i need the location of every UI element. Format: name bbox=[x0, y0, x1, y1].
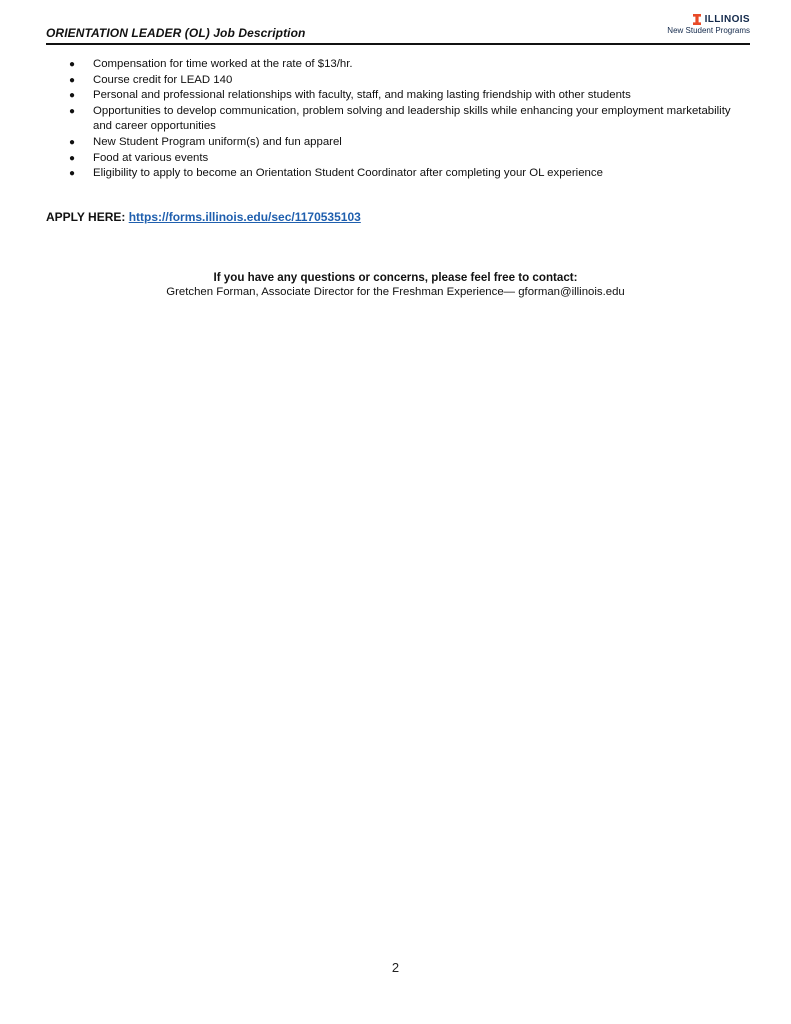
bullet-icon: ● bbox=[69, 152, 76, 164]
list-item bbox=[46, 151, 746, 167]
contact-details: Gretchen Forman, Associate Director for the Freshman Experience— gforman@illinois.edu bbox=[166, 286, 625, 298]
bullet-icon: ● bbox=[69, 136, 76, 148]
apply-label: APPLY HERE: bbox=[46, 210, 126, 224]
list-item-text: Course credit for LEAD 140 bbox=[93, 73, 233, 86]
contact-section bbox=[0, 270, 791, 300]
benefits-list bbox=[46, 57, 746, 182]
logo-subtitle: New Student Programs bbox=[667, 26, 750, 35]
block-i-logo-icon bbox=[693, 14, 701, 25]
logo-wordmark: ILLINOIS bbox=[704, 14, 750, 25]
list-item bbox=[46, 57, 746, 73]
apply-section bbox=[46, 210, 361, 224]
list-item bbox=[46, 73, 746, 89]
document-title: ORIENTATION LEADER (OL) Job Description bbox=[46, 26, 306, 40]
list-item-text: Personal and professional relationships with faculty, staff, and making lasting friendship with other students bbox=[93, 89, 631, 102]
page-header bbox=[46, 14, 750, 44]
list-item bbox=[46, 135, 746, 151]
header-divider bbox=[46, 43, 750, 45]
list-item-text: Food at various events bbox=[93, 151, 209, 164]
illinois-logo bbox=[667, 14, 750, 35]
bullet-icon: ● bbox=[69, 90, 76, 102]
list-item bbox=[46, 88, 746, 104]
list-item-text: Opportunities to develop communication, problem solving and leadership skills while enhancing your employment marketability and career opportunities bbox=[93, 104, 731, 133]
list-item bbox=[46, 166, 746, 182]
bullet-icon: ● bbox=[69, 74, 76, 86]
bullet-icon: ● bbox=[69, 59, 76, 70]
bullet-icon: ● bbox=[69, 105, 76, 117]
list-item-text: Eligibility to apply to become an Orientation Student Coordinator after completing your OL experience bbox=[93, 167, 603, 180]
apply-link[interactable]: https://forms.illinois.edu/sec/1170535103 bbox=[128, 210, 361, 224]
list-item-text: New Student Program uniform(s) and fun apparel bbox=[93, 135, 342, 148]
list-item bbox=[46, 104, 746, 135]
bullet-icon: ● bbox=[69, 168, 76, 180]
list-item-text: Compensation for time worked at the rate of $13/hr. bbox=[93, 58, 353, 70]
page-number: 2 bbox=[391, 960, 400, 975]
contact-heading: If you have any questions or concerns, please feel free to contact: bbox=[213, 271, 578, 284]
